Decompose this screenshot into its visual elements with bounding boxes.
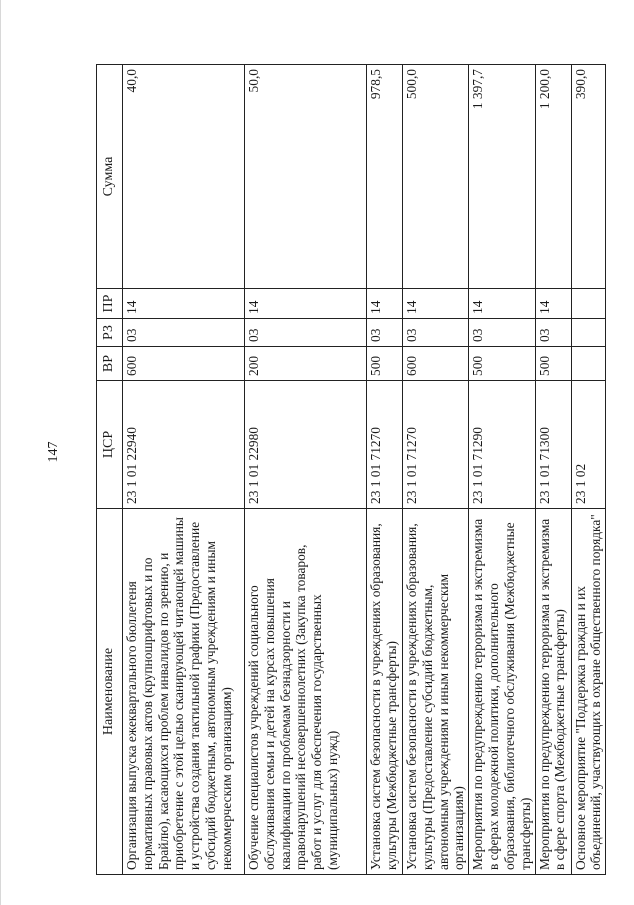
table-row [245, 65, 367, 875]
cell-rz: 03 [367, 319, 403, 347]
header-name: Наименование [97, 509, 123, 875]
cell-rz: 03 [245, 319, 367, 347]
table-row [123, 65, 245, 875]
cell-pr: 14 [245, 289, 367, 319]
cell-vr: 600 [123, 347, 245, 381]
header-vr: ВР [97, 347, 123, 381]
cell-vr [571, 347, 606, 381]
table-row [367, 65, 403, 875]
cell-sum: 50,0 [245, 65, 367, 289]
cell-sum: 500,0 [403, 65, 469, 289]
cell-vr: 500 [367, 347, 403, 381]
cell-csr: 23 1 01 71270 [403, 381, 469, 509]
cell-vr: 500 [469, 347, 535, 381]
cell-rz: 03 [469, 319, 535, 347]
cell-rz: 03 [403, 319, 469, 347]
cell-name: Мероприятия по предупреждению терроризма и экстремизма в сферах молодежной политики, дополнительного образования, библиотечного обслуживания (Межбюджетные трансферты) [469, 509, 535, 875]
cell-csr: 23 1 01 71290 [469, 381, 535, 509]
cell-pr: 14 [367, 289, 403, 319]
cell-name: Установка систем безопасности в учреждениях образования, культуры (Межбюджетные трансферты) [367, 509, 403, 875]
cell-pr: 14 [123, 289, 245, 319]
table-row [571, 65, 606, 875]
cell-sum: 1 397,7 [469, 65, 535, 289]
cell-vr: 500 [535, 347, 571, 381]
cell-name: Обучение специалистов учреждений социального обслуживания семьи и детей на курсах повышения квалификации по проблемам безнадзорности и правонарушений несовершеннолетних (Закупка товаров, работ и услуг для обеспечения государственных (муниципальных) нужд) [245, 509, 367, 875]
cell-rz [571, 319, 606, 347]
cell-sum: 390,0 [571, 65, 606, 289]
cell-pr: 14 [469, 289, 535, 319]
cell-csr: 23 1 01 22940 [123, 381, 245, 509]
cell-name: Основное мероприятие "Поддержка граждан и их объединений, участвующих в охране общественного порядка" [571, 509, 606, 875]
header-sum: Сумма [97, 65, 123, 289]
header-rz: РЗ [97, 319, 123, 347]
table-header-row [97, 65, 123, 875]
table-row [535, 65, 571, 875]
cell-csr: 23 1 01 71300 [535, 381, 571, 509]
cell-pr: 14 [403, 289, 469, 319]
table-rotation-inner [96, 65, 604, 875]
cell-csr: 23 1 01 71270 [367, 381, 403, 509]
cell-rz: 03 [123, 319, 245, 347]
header-pr: ПР [97, 289, 123, 319]
cell-rz: 03 [535, 319, 571, 347]
cell-vr: 200 [245, 347, 367, 381]
page-number: 147 [46, 441, 61, 463]
cell-sum: 40,0 [123, 65, 245, 289]
cell-name: Организация выпуска ежеквартального бюллетеня нормативных правовых актов (крупношрифтовых и по Брайлю), касающихся проблем инвалидов по зрению, и приобретение с этой целью сканирующей читающей машины и устройства создания тактильной графики (Предоставление субсидий бюджетным, автономным учреждениям и иным некоммерческим организациям) [123, 509, 245, 875]
cell-pr [571, 289, 606, 319]
cell-name: Установка систем безопасности в учреждениях образования, культуры (Предоставление субсидий бюджетным, автономным учреждениям и иным некоммерческим организациям) [403, 509, 469, 875]
table-rotation-frame [96, 65, 604, 875]
cell-csr: 23 1 02 [571, 381, 606, 509]
cell-sum: 1 200,0 [535, 65, 571, 289]
table-row [403, 65, 469, 875]
cell-name: Мероприятия по предупреждению терроризма и экстремизма в сфере спорта (Межбюджетные трансферты) [535, 509, 571, 875]
cell-pr: 14 [535, 289, 571, 319]
header-csr: ЦСР [97, 381, 123, 509]
cell-sum: 978,5 [367, 65, 403, 289]
table-row [469, 65, 535, 875]
cell-vr: 600 [403, 347, 469, 381]
budget-table [96, 64, 606, 875]
cell-csr: 23 1 01 22980 [245, 381, 367, 509]
